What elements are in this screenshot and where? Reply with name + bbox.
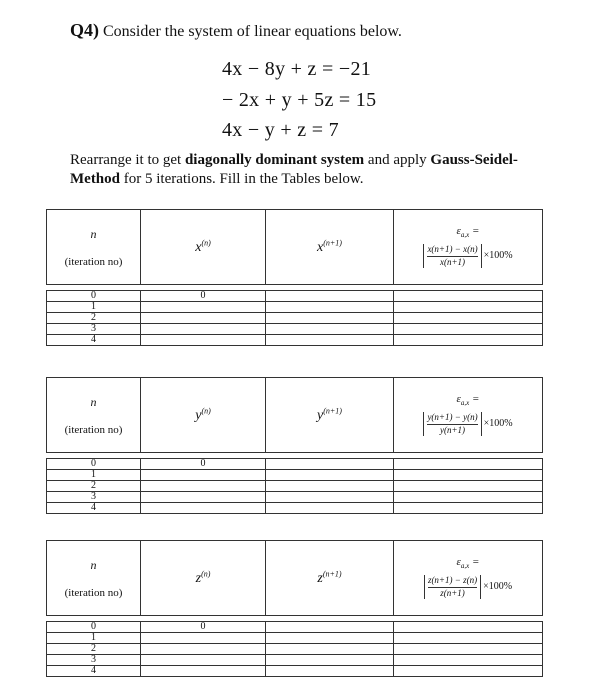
error-fraction: $\frac{y(n+1) - y(n)}{y(n+1)}$ [423, 412, 481, 436]
next-value-cell[interactable] [266, 459, 394, 470]
percent-label: ×100% [483, 250, 513, 262]
header-iteration [47, 378, 141, 453]
header-iteration [47, 541, 141, 616]
table-row [47, 492, 543, 503]
table-row [47, 302, 543, 313]
n-symbol: n [90, 394, 97, 409]
error-cell[interactable] [394, 313, 543, 324]
next-value-cell[interactable] [266, 324, 394, 335]
table-row [47, 622, 543, 633]
n-symbol: n [90, 557, 97, 572]
error-cell[interactable] [394, 622, 543, 633]
header-approx-error [394, 541, 543, 616]
current-value-cell[interactable]: 0 [141, 459, 266, 470]
header-current [141, 210, 266, 285]
iteration-number: 3 [47, 324, 141, 335]
next-value-cell[interactable] [266, 335, 394, 346]
error-cell[interactable] [394, 324, 543, 335]
percent-label: ×100% [483, 581, 513, 593]
iteration-number: 3 [47, 492, 141, 503]
epsilon-symbol: $\varepsilon_{a,x}$ = [456, 225, 480, 240]
epsilon-symbol: $\varepsilon_{a,x}$ = [456, 393, 480, 408]
iteration-number: 4 [47, 503, 141, 514]
header-next [266, 378, 394, 453]
error-cell[interactable] [394, 492, 543, 503]
table-row [47, 470, 543, 481]
error-cell[interactable] [394, 481, 543, 492]
iteration-label: (iteration no) [64, 423, 123, 436]
percent-label: ×100% [483, 418, 513, 430]
error-cell[interactable] [394, 291, 543, 302]
error-cell[interactable] [394, 335, 543, 346]
current-symbol: $y^{(n)}$ [195, 406, 211, 423]
n-symbol: n [90, 226, 97, 241]
current-value-cell[interactable] [141, 481, 266, 492]
current-value-cell[interactable] [141, 503, 266, 514]
iteration-number: 2 [47, 644, 141, 655]
instruction-text [70, 151, 550, 189]
iteration-number: 1 [47, 633, 141, 644]
table-row [47, 291, 543, 302]
header-approx-error [394, 210, 543, 285]
error-cell[interactable] [394, 666, 543, 677]
next-value-cell[interactable] [266, 503, 394, 514]
question-prompt: Consider the system of linear equations below. [103, 23, 402, 40]
error-fraction: $\frac{z(n+1) - z(n)}{z(n+1)}$ [424, 575, 481, 599]
iteration-number: 0 [47, 291, 141, 302]
current-value-cell[interactable] [141, 644, 266, 655]
header-next [266, 210, 394, 285]
table-row [47, 459, 543, 470]
current-value-cell[interactable] [141, 633, 266, 644]
instruction-bold-1: diagonally dominant system [184, 152, 365, 168]
next-value-cell[interactable] [266, 492, 394, 503]
table-row [47, 644, 543, 655]
next-value-cell[interactable] [266, 313, 394, 324]
error-cell[interactable] [394, 459, 543, 470]
header-next [266, 541, 394, 616]
next-value-cell[interactable] [266, 622, 394, 633]
equation-2: − 2x + y + 5z = 15 [222, 89, 377, 111]
table-row [47, 313, 543, 324]
error-cell[interactable] [394, 644, 543, 655]
current-value-cell[interactable] [141, 655, 266, 666]
next-value-cell[interactable] [266, 470, 394, 481]
equation-1: 4x − 8y + z = −21 [222, 58, 372, 80]
next-value-cell[interactable] [266, 481, 394, 492]
current-value-cell[interactable] [141, 335, 266, 346]
current-value-cell[interactable] [141, 302, 266, 313]
current-value-cell[interactable]: 0 [141, 622, 266, 633]
next-symbol: $x^{(n+1)}$ [317, 238, 342, 255]
iteration-number: 3 [47, 655, 141, 666]
header-current [141, 378, 266, 453]
iteration-number: 2 [47, 481, 141, 492]
question-heading [70, 20, 402, 41]
header-iteration [47, 210, 141, 285]
table-row [47, 655, 543, 666]
iteration-table-z [46, 540, 543, 677]
epsilon-symbol: $\varepsilon_{a,x}$ = [456, 556, 480, 571]
iteration-number: 4 [47, 335, 141, 346]
current-value-cell[interactable] [141, 470, 266, 481]
error-cell[interactable] [394, 503, 543, 514]
table-row [47, 335, 543, 346]
next-value-cell[interactable] [266, 291, 394, 302]
iteration-number: 0 [47, 622, 141, 633]
current-value-cell[interactable]: 0 [141, 291, 266, 302]
iteration-number: 4 [47, 666, 141, 677]
instruction-part-2: and apply [367, 152, 427, 168]
iteration-number: 0 [47, 459, 141, 470]
current-symbol: $z^{(n)}$ [195, 569, 211, 586]
instruction-bold-2: Gauss-Seidel-Method [70, 152, 518, 187]
error-cell[interactable] [394, 633, 543, 644]
iteration-number: 1 [47, 302, 141, 313]
next-value-cell[interactable] [266, 302, 394, 313]
header-current [141, 541, 266, 616]
header-approx-error [394, 378, 543, 453]
error-cell[interactable] [394, 302, 543, 313]
table-row [47, 666, 543, 677]
table-row [47, 503, 543, 514]
next-value-cell[interactable] [266, 666, 394, 677]
iteration-label: (iteration no) [64, 255, 123, 268]
iteration-label: (iteration no) [64, 586, 123, 599]
next-symbol: $y^{(n+1)}$ [317, 406, 342, 423]
instruction-part-3: for 5 iterations. Fill in the Tables below. [123, 171, 364, 187]
current-symbol: $x^{(n)}$ [195, 238, 211, 255]
error-fraction: $\frac{x(n+1) - x(n)}{x(n+1)}$ [423, 244, 481, 268]
next-value-cell[interactable] [266, 655, 394, 666]
table-row [47, 324, 543, 335]
question-label: Q4) [70, 20, 99, 40]
iteration-number: 2 [47, 313, 141, 324]
instruction-part-1: Rearrange it to get [70, 152, 182, 168]
next-value-cell[interactable] [266, 633, 394, 644]
iteration-number: 1 [47, 470, 141, 481]
current-value-cell[interactable] [141, 313, 266, 324]
table-row [47, 633, 543, 644]
next-value-cell[interactable] [266, 644, 394, 655]
error-cell[interactable] [394, 655, 543, 666]
current-value-cell[interactable] [141, 492, 266, 503]
error-cell[interactable] [394, 470, 543, 481]
equation-3: 4x − y + z = 7 [222, 119, 339, 141]
iteration-table-y [46, 377, 543, 514]
current-value-cell[interactable] [141, 324, 266, 335]
iteration-table-x [46, 209, 543, 346]
next-symbol: $z^{(n+1)}$ [317, 569, 342, 586]
current-value-cell[interactable] [141, 666, 266, 677]
table-row [47, 481, 543, 492]
